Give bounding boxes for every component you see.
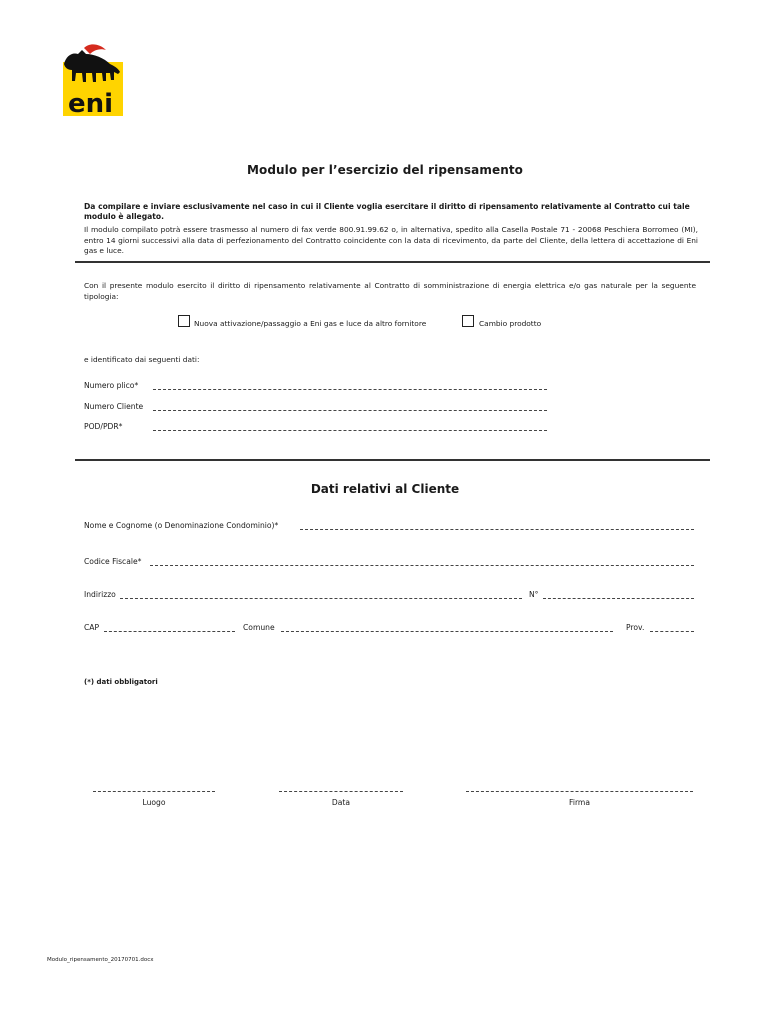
numero-civico-label: N° xyxy=(529,590,539,599)
numero-cliente-label: Numero Cliente xyxy=(84,402,144,411)
cap-input[interactable] xyxy=(104,631,235,632)
eni-logo xyxy=(60,42,124,116)
intro-bold-text: Da compilare e inviare esclusivamente nel caso in cui il Cliente voglia esercitare il diritto di ripensamento relativamente al Contratto cui tale modulo è allegato. xyxy=(84,202,690,221)
document-filename: Modulo_ripensamento_20170701.docx xyxy=(47,957,154,963)
mandatory-footnote: (*) dati obbligatori xyxy=(84,678,158,686)
indirizzo-input[interactable] xyxy=(120,598,522,599)
indirizzo-label: Indirizzo xyxy=(84,590,116,599)
provincia-input[interactable] xyxy=(650,631,694,632)
firma-label: Firma xyxy=(569,798,590,807)
numero-civico-input[interactable] xyxy=(543,598,694,599)
firma-input[interactable] xyxy=(466,791,693,792)
client-section-title: Dati relativi al Cliente xyxy=(310,482,460,496)
data-input[interactable] xyxy=(279,791,403,792)
numero-plico-input[interactable] xyxy=(153,389,547,390)
form-title: Modulo per l’esercizio del ripensamento xyxy=(246,163,524,177)
svg-text:eni: eni xyxy=(68,89,114,116)
provincia-label: Prov. xyxy=(626,623,645,632)
comune-label: Comune xyxy=(243,623,275,632)
data-label: Data xyxy=(331,798,351,807)
checkbox-cambio-prodotto[interactable] xyxy=(462,315,474,327)
nome-cognome-label: Nome e Cognome (o Denominazione Condominio)* xyxy=(84,521,279,530)
cap-label: CAP xyxy=(84,623,100,632)
option-cambio-prodotto-label: Cambio prodotto xyxy=(479,319,542,328)
pod-pdr-label: POD/PDR* xyxy=(84,422,123,431)
checkbox-nuova-attivazione[interactable] xyxy=(178,315,190,327)
divider-top xyxy=(75,261,710,263)
codice-fiscale-input[interactable] xyxy=(150,565,694,566)
numero-cliente-input[interactable] xyxy=(153,410,547,411)
declaration-text: Con il presente modulo esercito il diritto di ripensamento relativamente al Contratto di somministrazione di energia elettrica e/o gas naturale per la seguente tipologia: xyxy=(84,281,696,301)
comune-input[interactable] xyxy=(281,631,613,632)
luogo-input[interactable] xyxy=(93,791,215,792)
identified-by-text: e identificato dai seguenti dati: xyxy=(84,355,200,364)
intro-body-text: Il modulo compilato potrà essere trasmesso al numero di fax verde 800.91.99.62 o, in alternativa, spedito alla Casella Postale 71 - 20068 Peschiera Borromeo (MI), entro 14 giorni successivi alla data di perfezionamento del Contratto coincidente con la data di ricevimento, da parte del Cliente, della lettera di accettazione di Eni gas e luce. xyxy=(84,225,698,255)
option-nuova-attivazione-label: Nuova attivazione/passaggio a Eni gas e luce da altro fornitore xyxy=(194,319,427,328)
divider-middle xyxy=(75,459,710,461)
codice-fiscale-label: Codice Fiscale* xyxy=(84,557,142,566)
luogo-label: Luogo xyxy=(142,798,166,807)
pod-pdr-input[interactable] xyxy=(153,430,547,431)
numero-plico-label: Numero plico* xyxy=(84,381,139,390)
nome-cognome-input[interactable] xyxy=(300,529,694,530)
eni-dog-icon xyxy=(60,42,124,116)
